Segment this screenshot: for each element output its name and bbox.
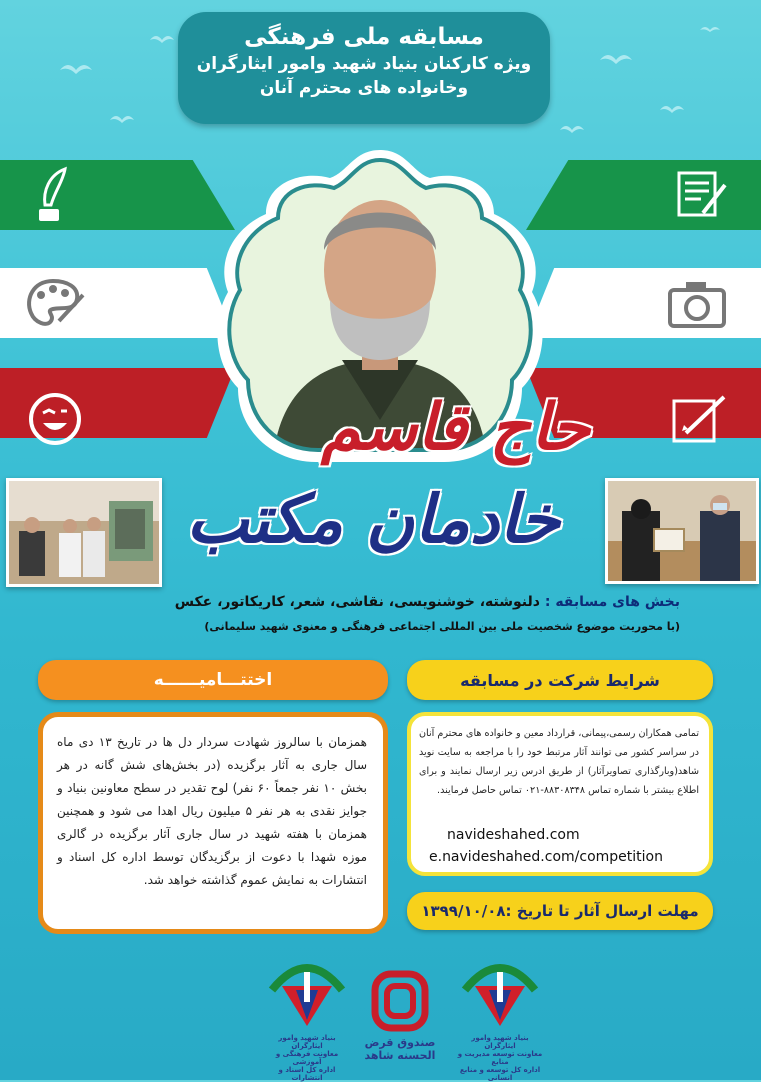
sections-subtitle: (با محوریت موضوع شخصیت ملی بین المللی اجتماعی فرهنگی و معنوی شهید سلیمانی)	[204, 620, 680, 633]
foundation-emblem-icon	[455, 950, 545, 1030]
closing-box	[38, 712, 388, 934]
smiley-icon	[22, 386, 88, 452]
title-line2: خادمان مکتب	[186, 480, 560, 558]
logo-center	[345, 970, 455, 1070]
closing-text: همزمان با سالروز شهادت سردار دل ها در تاریخ ۱۳ دی ماه سال جاری به آثار برگزیده (در بخش‌های شش گانه در هر بخش ۱۰ نفر جمعاً ۶۰ نفر) لوح تقدیر در سطح معاونین بنیاد و جوایز نقدی به هر نفر ۵ میلیون ریال اهدا می شود و همچنین همزمان با هفته شهید در سال جاری آثار برگزیده در گالری موزه شهدا با دعوت از برگزیدگان توسط اداره کل اسناد و انتشارات به نمایش عموم گذاشته خواهد شد.	[57, 735, 368, 887]
top-banner	[178, 12, 550, 124]
main-title	[160, 380, 620, 590]
closing-header: اختتـــامیــــــه	[38, 660, 388, 700]
conditions-header: شرایط شرکت در مسابقه	[407, 660, 713, 700]
logo-right-org: بنیاد شهید وامور ایثارگران	[471, 1034, 529, 1050]
logo-right-sub1: معاونت توسعه مدیریت و منابع	[457, 1050, 543, 1066]
conditions-text: تمامی همکاران رسمی،پیمانی، قرارداد معین و خانواده های محترم آنان در سراسر کشور می توانند آثار مرتبط خود را با مراجعه به سایت نوید شاهد(وبارگذاری تصاویرآثار) از طریق ادرس زیر ارسال نمایند و برای اطلاع بیشتر با شماره تماس ۸۸۳۰۸۳۴۸-۰۲۱ تماس حاصل فرمایند.	[419, 728, 699, 796]
site-link[interactable]: navideshahed.com	[447, 827, 580, 843]
header-line3: وخانواده های محترم آنان	[259, 78, 469, 98]
conditions-box	[407, 712, 713, 876]
logo-right	[455, 950, 545, 1082]
logo-left-sub1: معاونت فرهنگی و آموزشی	[275, 1050, 339, 1066]
pen-inkwell-icon	[20, 162, 86, 228]
sections-list: دلنوشته، خوشنویسی، نقاشی، شعر، کاریکاتور، عکس	[174, 594, 540, 610]
sections-line	[120, 594, 680, 610]
competition-link[interactable]: e.navideshahed.com/competition	[429, 849, 663, 865]
deadline-banner: مهلت ارسال آثار تا تاریخ :۱۳۹۹/۱۰/۰۸	[407, 892, 713, 930]
camera-icon	[664, 272, 730, 338]
logo-right-sub2: اداره کل توسعه و منابع انسانی	[459, 1066, 541, 1082]
foundation-emblem-icon	[262, 950, 352, 1030]
photo-family-visit	[6, 478, 162, 587]
logo-left-sub2: اداره کل اسناد و انتشارات	[278, 1066, 336, 1082]
sections-label: بخش های مسابقه :	[544, 594, 680, 610]
logo-center-text: صندوق قرض الحسنه شاهد	[364, 1036, 436, 1062]
header-line1: مسابقه ملی فرهنگی	[244, 24, 484, 50]
palette-icon	[22, 272, 88, 338]
logo-left	[262, 950, 352, 1082]
conditions-urls	[429, 824, 663, 868]
fund-emblem-icon	[345, 970, 455, 1032]
logo-left-org: بنیاد شهید وامور ایثارگران	[278, 1034, 336, 1050]
drawing-icon	[666, 386, 732, 452]
header-line2: ویژه کارکنان بنیاد شهید وامور ایثارگران	[196, 54, 532, 74]
document-pen-icon	[668, 162, 734, 228]
title-line1: حاج قاسم	[321, 390, 590, 465]
photo-award-ceremony	[605, 478, 759, 584]
